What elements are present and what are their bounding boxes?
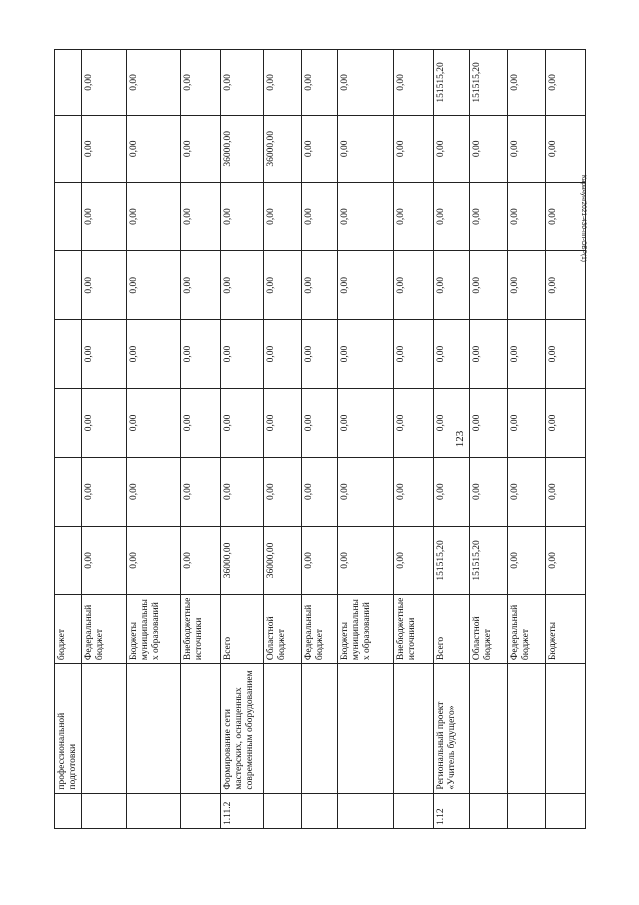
value-cell: 0,00	[126, 251, 180, 320]
value-cell: 0,00	[433, 251, 469, 320]
value-cell: 0,00	[337, 526, 393, 595]
row-number-cell	[469, 793, 507, 828]
funding-source-cell: Бюджеты муниципальны х образований	[126, 595, 180, 664]
measure-name-cell	[507, 664, 545, 793]
row-number-cell	[263, 793, 301, 828]
value-cell	[55, 251, 82, 320]
value-cell: 0,00	[507, 526, 545, 595]
funding-source-cell: Областной бюджет	[263, 595, 301, 664]
table-row	[220, 50, 263, 829]
funding-source-cell: бюджет	[55, 595, 82, 664]
table-row	[301, 50, 337, 829]
value-cell: 0,00	[81, 388, 126, 457]
value-cell: 0,00	[126, 50, 180, 116]
funding-source-cell: Федеральный бюджет	[81, 595, 126, 664]
value-cell: 0,00	[337, 388, 393, 457]
value-cell: 0,00	[126, 457, 180, 526]
measure-name-cell	[393, 664, 433, 793]
measure-name-cell: Региональный проект «Учитель будущего»	[433, 664, 469, 793]
funding-source-cell: Федеральный бюджет	[507, 595, 545, 664]
value-cell: 0,00	[393, 115, 433, 182]
value-cell: 0,00	[81, 320, 126, 389]
row-number-cell	[81, 793, 126, 828]
measure-name-cell	[263, 664, 301, 793]
value-cell: 0,00	[469, 182, 507, 251]
row-number-cell	[507, 793, 545, 828]
row-number-cell	[180, 793, 220, 828]
value-cell: 0,00	[180, 182, 220, 251]
value-cell	[55, 320, 82, 389]
value-cell: 0,00	[180, 320, 220, 389]
measure-name-cell	[469, 664, 507, 793]
value-cell: 0,00	[507, 320, 545, 389]
measure-name-cell	[545, 664, 585, 793]
value-cell: 0,00	[337, 457, 393, 526]
row-number-cell	[301, 793, 337, 828]
value-cell: 0,00	[545, 50, 585, 116]
table-row	[337, 50, 393, 829]
value-cell: 0,00	[220, 457, 263, 526]
table-row	[126, 50, 180, 829]
value-cell: 0,00	[180, 526, 220, 595]
measure-name-cell	[81, 664, 126, 793]
measure-name-cell: профессиональной подготовки	[55, 664, 82, 793]
value-cell: 0,00	[393, 526, 433, 595]
value-cell: 0,00	[263, 457, 301, 526]
value-cell: 0,00	[507, 182, 545, 251]
table-row	[263, 50, 301, 829]
value-cell: 0,00	[337, 50, 393, 116]
value-cell: 0,00	[180, 457, 220, 526]
value-cell: 0,00	[433, 388, 469, 457]
value-cell: 0,00	[337, 115, 393, 182]
value-cell: 0,00	[393, 50, 433, 116]
value-cell: 0,00	[393, 182, 433, 251]
row-number-cell: 1.12	[433, 793, 469, 828]
value-cell: 0,00	[545, 182, 585, 251]
row-number-cell	[337, 793, 393, 828]
table-row	[545, 50, 585, 829]
value-cell: 0,00	[263, 50, 301, 116]
value-cell: 0,00	[301, 50, 337, 116]
measure-name-cell	[301, 664, 337, 793]
value-cell: 0,00	[433, 115, 469, 182]
value-cell: 0,00	[507, 388, 545, 457]
value-cell: 36000,00	[220, 115, 263, 182]
value-cell: 151515,20	[433, 526, 469, 595]
value-cell: 0,00	[81, 526, 126, 595]
funding-source-cell: Внебюджетные источники	[180, 595, 220, 664]
value-cell: 151515,20	[433, 50, 469, 116]
value-cell: 0,00	[469, 388, 507, 457]
value-cell	[55, 115, 82, 182]
table-row	[55, 50, 82, 829]
value-cell: 0,00	[545, 388, 585, 457]
measure-name-cell	[337, 664, 393, 793]
value-cell	[55, 526, 82, 595]
value-cell: 0,00	[545, 457, 585, 526]
row-number-cell	[126, 793, 180, 828]
document-footer: Карачун/2021-430-пп-ОБР(1)	[580, 175, 587, 262]
value-cell: 36000,00	[220, 526, 263, 595]
value-cell: 0,00	[301, 388, 337, 457]
value-cell: 0,00	[126, 115, 180, 182]
value-cell: 0,00	[263, 251, 301, 320]
funding-source-cell: Внебюджетные источники	[393, 595, 433, 664]
value-cell: 0,00	[545, 251, 585, 320]
value-cell: 0,00	[220, 388, 263, 457]
funding-source-cell: Всего	[433, 595, 469, 664]
value-cell: 0,00	[126, 388, 180, 457]
value-cell: 0,00	[545, 526, 585, 595]
value-cell: 0,00	[433, 320, 469, 389]
value-cell: 151515,20	[469, 526, 507, 595]
value-cell: 0,00	[81, 182, 126, 251]
value-cell: 0,00	[180, 115, 220, 182]
value-cell: 0,00	[301, 251, 337, 320]
value-cell: 0,00	[180, 251, 220, 320]
value-cell: 0,00	[126, 182, 180, 251]
funding-source-cell: Федеральный бюджет	[301, 595, 337, 664]
value-cell: 0,00	[469, 457, 507, 526]
value-cell: 151515,20	[469, 50, 507, 116]
value-cell: 36000,00	[263, 115, 301, 182]
funding-source-cell: Бюджеты	[545, 595, 585, 664]
page-number: 123	[454, 430, 466, 448]
value-cell: 0,00	[337, 182, 393, 251]
value-cell	[55, 388, 82, 457]
value-cell: 0,00	[469, 320, 507, 389]
value-cell: 0,00	[220, 320, 263, 389]
table-row	[393, 50, 433, 829]
funding-source-cell: Всего	[220, 595, 263, 664]
value-cell: 0,00	[469, 115, 507, 182]
table-row	[180, 50, 220, 829]
value-cell: 0,00	[301, 182, 337, 251]
value-cell: 0,00	[263, 388, 301, 457]
value-cell: 0,00	[220, 50, 263, 116]
value-cell: 0,00	[393, 388, 433, 457]
value-cell: 0,00	[393, 251, 433, 320]
measure-name-cell	[180, 664, 220, 793]
value-cell	[55, 50, 82, 116]
value-cell: 0,00	[301, 115, 337, 182]
table-row	[81, 50, 126, 829]
value-cell: 0,00	[337, 320, 393, 389]
table-row	[507, 50, 545, 829]
value-cell: 0,00	[220, 251, 263, 320]
row-number-cell: 1.11.2	[220, 793, 263, 828]
value-cell: 0,00	[469, 251, 507, 320]
value-cell: 0,00	[507, 115, 545, 182]
value-cell: 0,00	[180, 388, 220, 457]
value-cell: 0,00	[81, 457, 126, 526]
row-number-cell	[545, 793, 585, 828]
value-cell: 0,00	[337, 251, 393, 320]
value-cell: 0,00	[180, 50, 220, 116]
value-cell: 0,00	[81, 115, 126, 182]
value-cell: 0,00	[126, 526, 180, 595]
table-body	[55, 50, 586, 829]
value-cell: 0,00	[81, 50, 126, 116]
value-cell: 0,00	[301, 320, 337, 389]
value-cell: 0,00	[433, 457, 469, 526]
measure-name-cell	[126, 664, 180, 793]
value-cell: 0,00	[433, 182, 469, 251]
value-cell: 0,00	[393, 320, 433, 389]
row-number-cell	[55, 793, 82, 828]
table-row	[469, 50, 507, 829]
value-cell: 0,00	[220, 182, 263, 251]
value-cell: 0,00	[545, 320, 585, 389]
funding-source-cell: Бюджеты муниципальны х образований	[337, 595, 393, 664]
measure-name-cell: Формирование сети мастерских, оснащенных современным оборудованием	[220, 664, 263, 793]
value-cell: 0,00	[393, 457, 433, 526]
row-number-cell	[393, 793, 433, 828]
value-cell: 0,00	[507, 457, 545, 526]
value-cell: 36000,00	[263, 526, 301, 595]
value-cell: 0,00	[126, 320, 180, 389]
value-cell: 0,00	[263, 320, 301, 389]
rotated-page	[54, 49, 558, 829]
value-cell: 0,00	[545, 115, 585, 182]
value-cell: 0,00	[507, 50, 545, 116]
value-cell	[55, 182, 82, 251]
value-cell: 0,00	[263, 182, 301, 251]
value-cell: 0,00	[507, 251, 545, 320]
value-cell: 0,00	[81, 251, 126, 320]
value-cell	[55, 457, 82, 526]
budget-table	[54, 49, 586, 829]
funding-source-cell: Областной бюджет	[469, 595, 507, 664]
value-cell: 0,00	[301, 457, 337, 526]
value-cell: 0,00	[301, 526, 337, 595]
